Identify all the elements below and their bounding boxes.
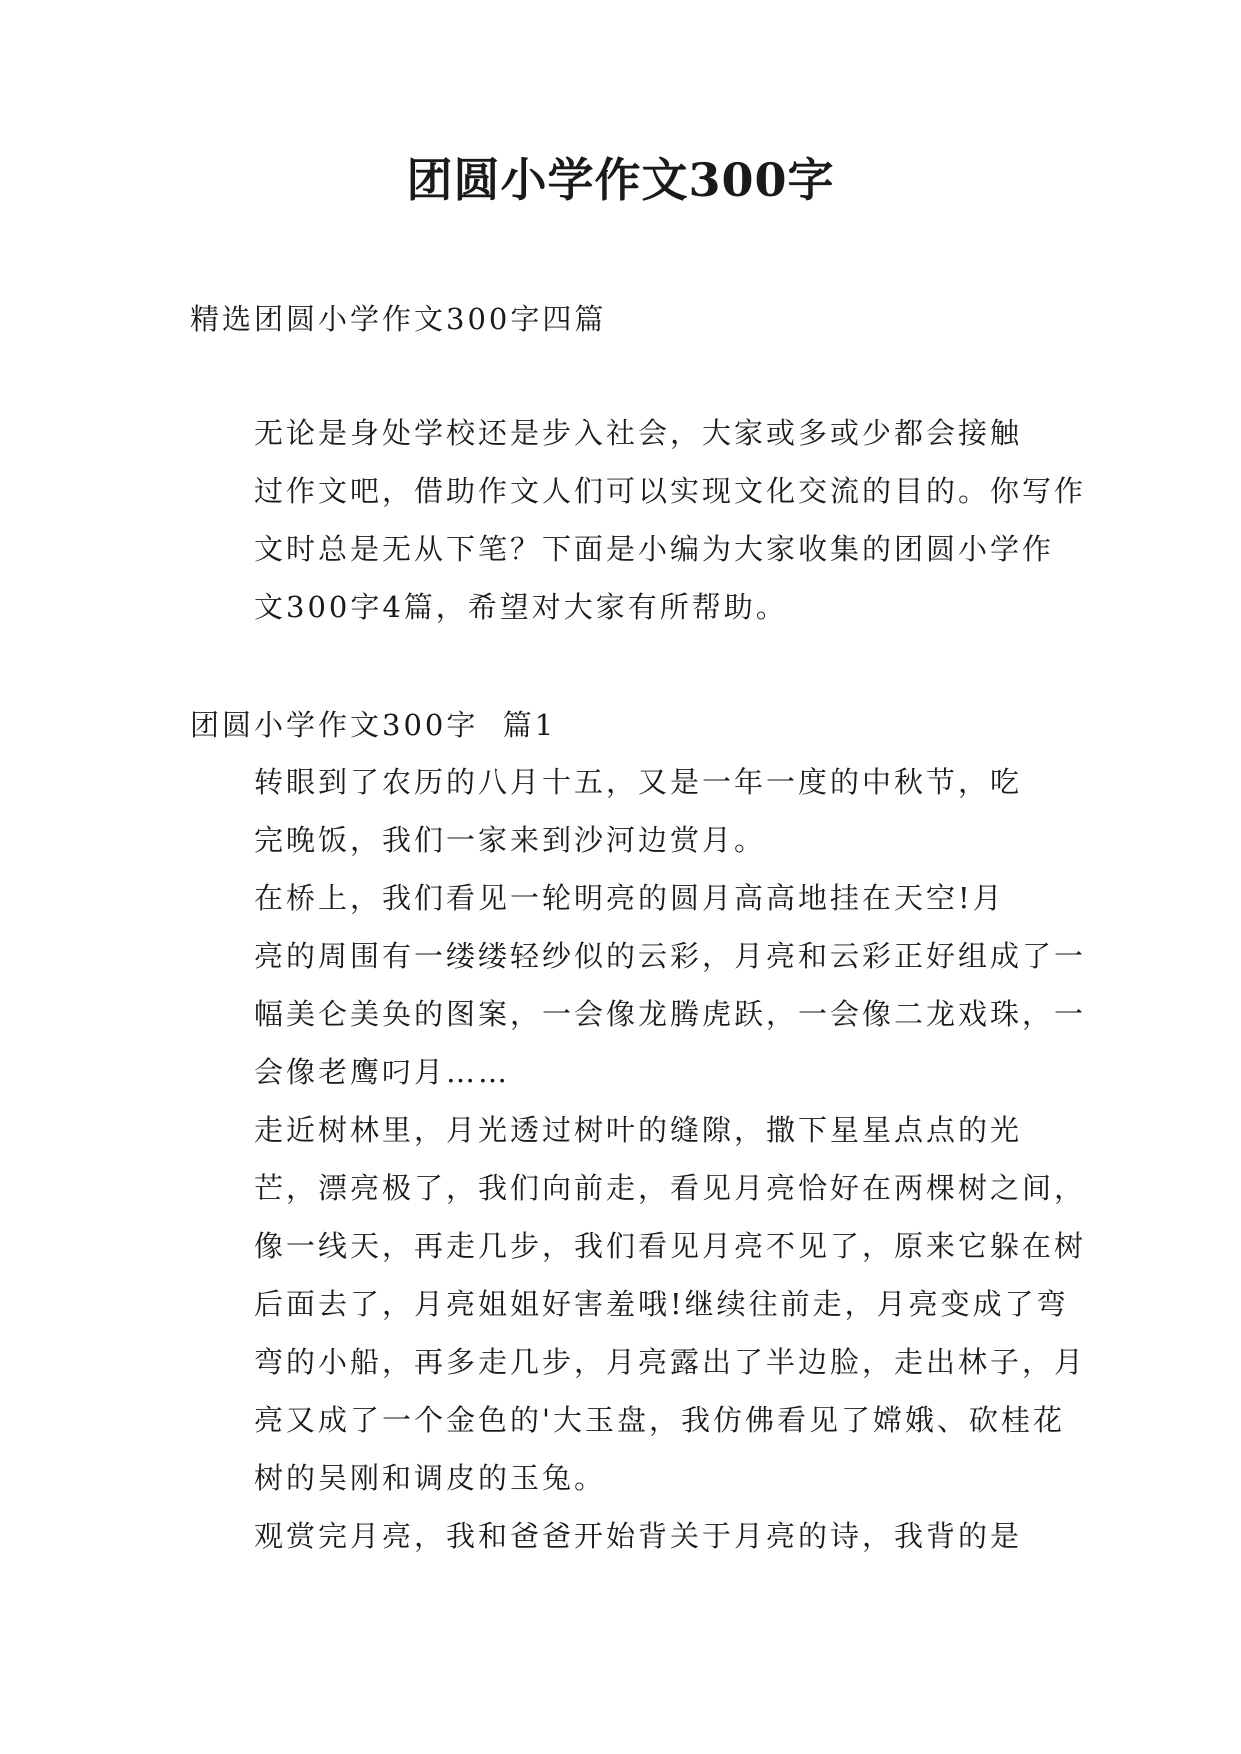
essay-paragraph xyxy=(190,869,1087,1101)
text-line: 幅美仑美奂的图案，一会像龙腾虎跃，一会像二龙戏珠，一 xyxy=(254,997,1087,1031)
text-line: 走近树林里，月光透过树叶的缝隙，撒下星星点点的光 xyxy=(254,1113,1023,1147)
text-line: 观赏完月亮，我和爸爸开始背关于月亮的诗，我背的是 xyxy=(254,1519,1023,1553)
text-line: 文300字4篇，希望对大家有所帮助。 xyxy=(254,590,788,624)
text-line: 树的吴刚和调皮的玉兔。 xyxy=(254,1461,607,1495)
intro-paragraph xyxy=(190,404,1087,636)
essay-paragraph xyxy=(190,1507,1056,1565)
text-line: 亮的周围有一缕缕轻纱似的云彩，月亮和云彩正好组成了一 xyxy=(254,939,1087,973)
essay-paragraph xyxy=(190,753,1056,869)
text-line: 无论是身处学校还是步入社会，大家或多或少都会接触 xyxy=(254,416,1023,450)
text-line: 在桥上，我们看见一轮明亮的圆月高高地挂在天空!月 xyxy=(254,881,1005,915)
essay-body xyxy=(190,753,1087,1565)
section-heading: 团圆小学作文300字 篇1 xyxy=(190,708,557,742)
text-line: 文时总是无从下笔？下面是小编为大家收集的团圆小学作 xyxy=(254,532,1055,566)
text-line: 转眼到了农历的八月十五，又是一年一度的中秋节，吃 xyxy=(254,765,1023,799)
text-line: 芒，漂亮极了，我们向前走，看见月亮恰好在两棵树之间， xyxy=(254,1171,1087,1205)
essay-paragraph xyxy=(190,1101,1087,1507)
page-title: 团圆小学作文300字 xyxy=(406,153,835,207)
text-line: 完晚饭，我们一家来到沙河边赏月。 xyxy=(254,823,767,857)
text-line: 会像老鹰叼月…… xyxy=(254,1055,511,1089)
text-line: 亮又成了一个金色的'大玉盘，我仿佛看见了嫦娥、砍桂花 xyxy=(254,1403,1065,1437)
text-line: 弯的小船，再多走几步，月亮露出了半边脸，走出林子，月 xyxy=(254,1345,1087,1379)
document-subtitle: 精选团圆小学作文300字四篇 xyxy=(190,302,607,336)
text-line: 后面去了，月亮姐姐好害羞哦!继续往前走，月亮变成了弯 xyxy=(254,1287,1069,1321)
text-line: 过作文吧，借助作文人们可以实现文化交流的目的。你写作 xyxy=(254,474,1087,508)
text-line: 像一线天，再走几步，我们看见月亮不见了，原来它躲在树 xyxy=(254,1229,1087,1263)
